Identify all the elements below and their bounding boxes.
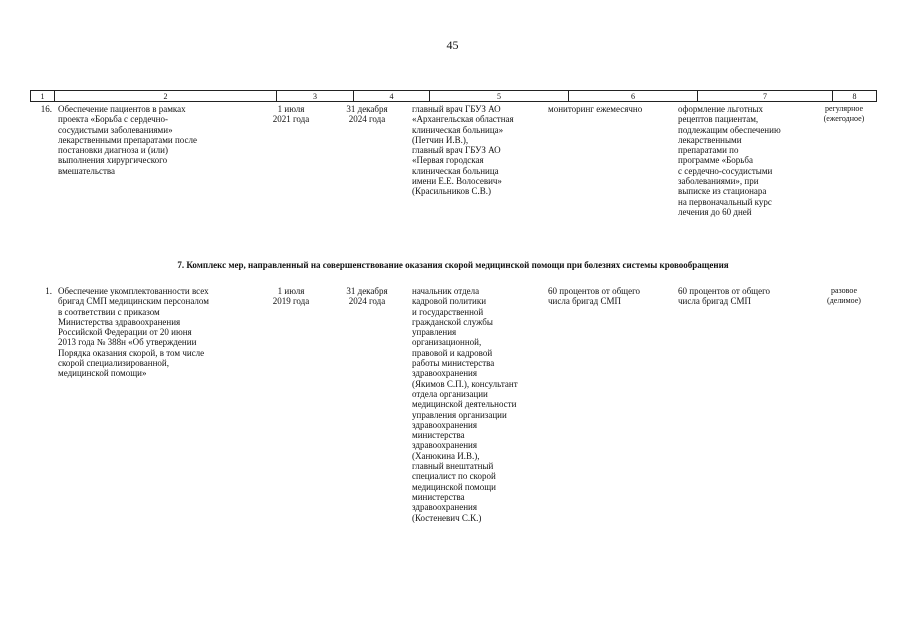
column-number: 4 (354, 91, 430, 102)
responsible-executor: начальник отдела кадровой политики и государственной гражданской службы управления организационной, правовой и кадровой работы министерства здравоохранения (Якимов С.П.), консультант отдела организации медицинской деятельности управления организации здравоохранения министерства здравоохранения (Ханюкина И.В.), главный внештатный специалист по скорой медицинской помощи министерства здравоохранения (Костеневич С.К.) (412, 286, 518, 523)
periodicity: разовое (делимое) (827, 286, 861, 305)
row-number: 1. (45, 286, 52, 296)
column-number: 2 (55, 91, 277, 102)
end-date: 31 декабря 2024 года (346, 104, 388, 125)
expected-result: мониторинг ежемесячно (548, 104, 643, 114)
indicator: оформление льготных рецептов пациентам, подлежащим обеспечению лекарственными препаратами по программе «Борьба с сердечно-сосудистыми заболеваниями», при выписке из стационара на первоначальный курс лечения до 60 дней (678, 104, 781, 217)
column-number: 1 (31, 91, 55, 102)
periodicity: регулярное (ежегодное) (823, 104, 865, 123)
row-number: 16. (40, 104, 52, 114)
section-heading: 7. Комплекс мер, направленный на совершенствование оказания скорой медицинской помощи при болезнях системы кровообращения (177, 260, 729, 270)
measure-name: Обеспечение пациентов в рамках проекта «Борьба с сердечно- сосудистыми заболеваниями» лекарственными препаратами после постановки диагноза и (или) выполнения хирургического вмешательства (58, 104, 197, 176)
expected-result: 60 процентов от общего числа бригад СМП (548, 286, 641, 307)
column-number: 6 (569, 91, 698, 102)
column-number-header (30, 90, 877, 102)
start-date: 1 июля 2019 года (272, 286, 310, 307)
measure-name: Обеспечение укомплектованности всех бригад СМП медицинским персоналом в соответствии с приказом Министерства здравоохранения Российской Федерации от 20 июня 2013 года № 388н «Об утверждении Порядка оказания скорой, в том числе скорой специализированной, медицинской помощи» (58, 286, 209, 379)
column-number: 8 (833, 91, 877, 102)
page-number: 45 (446, 38, 459, 52)
column-number: 3 (277, 91, 354, 102)
responsible-executor: главный врач ГБУЗ АО «Архангельская областная клиническая больница» (Петчин И.В.), главный врач ГБУЗ АО «Первая городская клиническая больница имени Е.Е. Волосевич» (Красильников С.В.) (412, 104, 514, 197)
column-number: 7 (698, 91, 833, 102)
indicator: 60 процентов от общего числа бригад СМП (678, 286, 771, 307)
end-date: 31 декабря 2024 года (346, 286, 388, 307)
start-date: 1 июля 2021 года (272, 104, 310, 125)
column-number: 5 (430, 91, 569, 102)
